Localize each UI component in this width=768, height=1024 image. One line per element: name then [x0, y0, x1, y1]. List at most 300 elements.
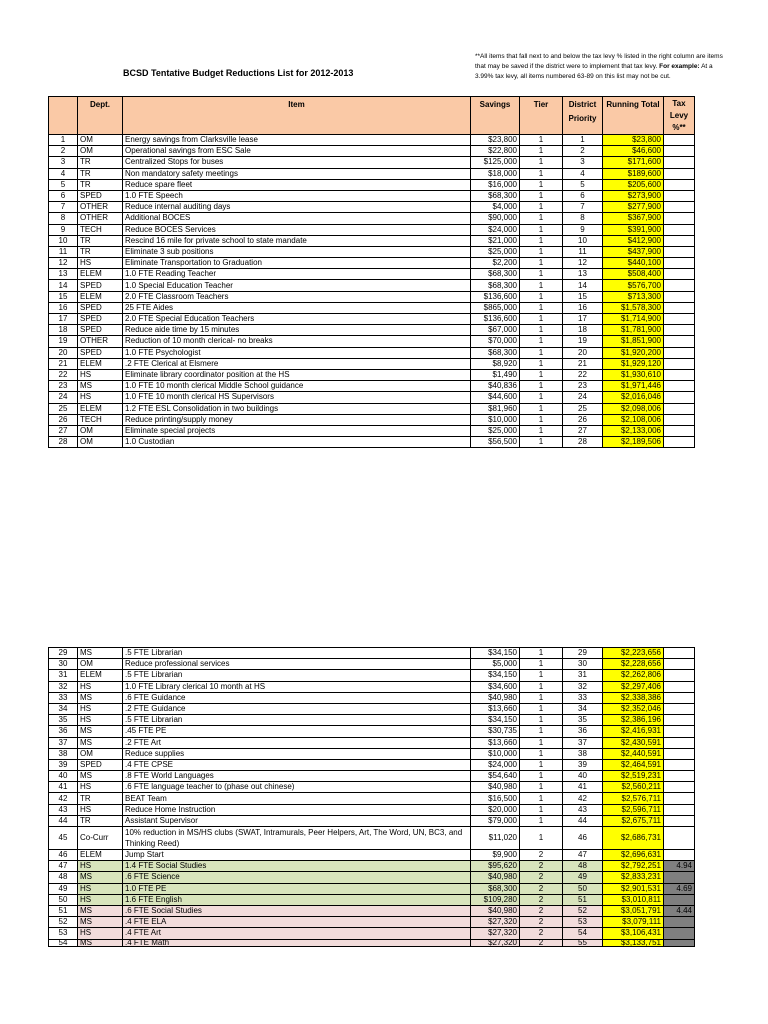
table-row	[49, 213, 695, 224]
row-running-total: $2,430,591	[603, 737, 664, 748]
row-priority: 47	[563, 850, 603, 861]
row-running-total: $2,440,591	[603, 748, 664, 759]
table-row	[49, 358, 695, 369]
row-savings: $10,000	[471, 748, 520, 759]
row-item: Reduce Home Instruction	[123, 804, 471, 815]
row-tier: 1	[520, 715, 563, 726]
row-running-total: $3,106,431	[603, 928, 664, 939]
row-savings: $68,300	[471, 347, 520, 358]
table-row	[49, 759, 695, 770]
row-running-total: $3,051,791	[603, 905, 664, 916]
row-dept: TECH	[78, 224, 123, 235]
row-savings: $27,320	[471, 939, 520, 946]
header-priority: District Priority	[563, 97, 603, 135]
row-priority: 19	[563, 336, 603, 347]
row-dept: HS	[78, 804, 123, 815]
row-dept: HS	[78, 392, 123, 403]
row-savings: $68,300	[471, 280, 520, 291]
row-dept: TR	[78, 168, 123, 179]
row-number: 21	[49, 358, 78, 369]
row-priority: 32	[563, 681, 603, 692]
tax-levy-note	[475, 52, 725, 82]
row-priority: 20	[563, 347, 603, 358]
row-tax-levy	[664, 280, 695, 291]
row-savings: $1,490	[471, 369, 520, 380]
row-priority: 37	[563, 737, 603, 748]
table-row	[49, 347, 695, 358]
row-tax-levy	[664, 782, 695, 793]
row-dept: ELEM	[78, 670, 123, 681]
row-priority: 1	[563, 135, 603, 146]
row-dept: SPED	[78, 190, 123, 201]
row-item: 1.0 FTE 10 month clerical Middle School guidance	[123, 381, 471, 392]
row-running-total: $1,851,900	[603, 336, 664, 347]
row-priority: 3	[563, 157, 603, 168]
row-dept: HS	[78, 681, 123, 692]
row-dept: ELEM	[78, 291, 123, 302]
note-text: **All items that fall next to and below the tax levy % listed in the right column are items that may be saved if the district were to implement that tax levy.	[475, 53, 723, 70]
row-number: 51	[49, 905, 78, 916]
row-number: 26	[49, 414, 78, 425]
row-number: 8	[49, 213, 78, 224]
table-row	[49, 235, 695, 246]
row-running-total: $508,400	[603, 269, 664, 280]
row-running-total: $576,700	[603, 280, 664, 291]
table-row	[49, 168, 695, 179]
row-number: 45	[49, 827, 78, 850]
row-priority: 33	[563, 692, 603, 703]
row-priority: 52	[563, 905, 603, 916]
row-priority: 7	[563, 202, 603, 213]
row-running-total: $2,792,251	[603, 861, 664, 872]
row-savings: $68,300	[471, 883, 520, 894]
row-priority: 14	[563, 280, 603, 291]
row-tax-levy	[664, 827, 695, 850]
row-tier: 2	[520, 928, 563, 939]
row-tax-levy	[664, 179, 695, 190]
row-tax-levy	[664, 190, 695, 201]
row-running-total: $1,929,120	[603, 358, 664, 369]
row-running-total: $277,900	[603, 202, 664, 213]
row-tax-levy	[664, 804, 695, 815]
table-row	[49, 190, 695, 201]
row-item: Energy savings from Clarksville lease	[123, 135, 471, 146]
row-number: 47	[49, 861, 78, 872]
row-number: 32	[49, 681, 78, 692]
row-number: 50	[49, 894, 78, 905]
row-dept: OTHER	[78, 336, 123, 347]
row-savings: $23,800	[471, 135, 520, 146]
row-priority: 2	[563, 146, 603, 157]
row-tier: 1	[520, 235, 563, 246]
row-number: 17	[49, 314, 78, 325]
row-tier: 1	[520, 425, 563, 436]
row-item: 1.0 FTE PE	[123, 883, 471, 894]
row-item: .4 FTE Art	[123, 928, 471, 939]
row-dept: TR	[78, 815, 123, 826]
row-running-total: $412,900	[603, 235, 664, 246]
row-number: 52	[49, 917, 78, 928]
row-number: 49	[49, 883, 78, 894]
table-row	[49, 894, 695, 905]
row-savings: $136,600	[471, 314, 520, 325]
row-running-total: $171,600	[603, 157, 664, 168]
row-tier: 2	[520, 905, 563, 916]
row-tax-levy	[664, 157, 695, 168]
row-priority: 24	[563, 392, 603, 403]
row-item: .6 FTE language teacher to (phase out chinese)	[123, 782, 471, 793]
row-priority: 23	[563, 381, 603, 392]
row-item: .5 FTE Librarian	[123, 648, 471, 659]
row-number: 25	[49, 403, 78, 414]
row-tax-levy	[664, 325, 695, 336]
table-row	[49, 659, 695, 670]
note-example-label: For example:	[659, 63, 700, 70]
row-dept: TR	[78, 235, 123, 246]
header-dept: Dept.	[78, 97, 123, 135]
row-number: 2	[49, 146, 78, 157]
row-tier: 1	[520, 692, 563, 703]
row-savings: $16,000	[471, 179, 520, 190]
row-tax-levy	[664, 258, 695, 269]
row-tax-levy	[664, 692, 695, 703]
row-item: .5 FTE Librarian	[123, 715, 471, 726]
row-priority: 27	[563, 425, 603, 436]
row-running-total: $391,900	[603, 224, 664, 235]
table-row	[49, 703, 695, 714]
row-dept: TECH	[78, 414, 123, 425]
row-number: 39	[49, 759, 78, 770]
row-tier: 1	[520, 280, 563, 291]
row-tier: 2	[520, 939, 563, 946]
row-running-total: $2,223,656	[603, 648, 664, 659]
row-savings: $9,900	[471, 850, 520, 861]
table-row	[49, 748, 695, 759]
row-running-total: $2,675,711	[603, 815, 664, 826]
row-running-total: $2,352,046	[603, 703, 664, 714]
row-number: 16	[49, 302, 78, 313]
row-savings: $81,960	[471, 403, 520, 414]
row-savings: $40,980	[471, 692, 520, 703]
table-row	[49, 827, 695, 850]
table-row	[49, 939, 695, 946]
row-tier: 1	[520, 670, 563, 681]
row-number: 27	[49, 425, 78, 436]
row-running-total: $2,901,531	[603, 883, 664, 894]
table-row	[49, 425, 695, 436]
table-row	[49, 850, 695, 861]
row-dept: HS	[78, 894, 123, 905]
row-dept: TR	[78, 179, 123, 190]
table-row	[49, 403, 695, 414]
row-savings: $70,000	[471, 336, 520, 347]
row-tax-levy	[664, 358, 695, 369]
row-priority: 38	[563, 748, 603, 759]
row-running-total: $1,920,200	[603, 347, 664, 358]
row-item: Reduce internal auditing days	[123, 202, 471, 213]
row-number: 48	[49, 872, 78, 883]
row-item: .4 FTE ELA	[123, 917, 471, 928]
row-tax-levy	[664, 246, 695, 257]
row-tax-levy	[664, 939, 695, 946]
row-dept: SPED	[78, 347, 123, 358]
row-running-total: $2,338,386	[603, 692, 664, 703]
row-priority: 25	[563, 403, 603, 414]
row-dept: Co-Curr	[78, 827, 123, 850]
row-running-total: $1,781,900	[603, 325, 664, 336]
row-savings: $2,200	[471, 258, 520, 269]
table-row	[49, 314, 695, 325]
row-running-total: $2,262,806	[603, 670, 664, 681]
row-item: Jump Start	[123, 850, 471, 861]
row-dept: OM	[78, 748, 123, 759]
row-number: 54	[49, 939, 78, 946]
table-row	[49, 369, 695, 380]
row-tier: 1	[520, 347, 563, 358]
row-priority: 50	[563, 883, 603, 894]
row-tier: 1	[520, 258, 563, 269]
row-dept: HS	[78, 703, 123, 714]
row-priority: 49	[563, 872, 603, 883]
row-tier: 1	[520, 414, 563, 425]
row-number: 19	[49, 336, 78, 347]
row-running-total: $1,971,446	[603, 381, 664, 392]
row-item: 1.0 Custodian	[123, 437, 471, 448]
row-tax-levy	[664, 146, 695, 157]
row-priority: 17	[563, 314, 603, 325]
row-priority: 8	[563, 213, 603, 224]
row-dept: HS	[78, 928, 123, 939]
row-item: Operational savings from ESC Sale	[123, 146, 471, 157]
row-tier: 2	[520, 883, 563, 894]
row-savings: $40,980	[471, 905, 520, 916]
row-number: 13	[49, 269, 78, 280]
row-dept: MS	[78, 939, 123, 946]
row-tier: 1	[520, 771, 563, 782]
row-number: 36	[49, 726, 78, 737]
row-tax-levy	[664, 748, 695, 759]
row-savings: $67,000	[471, 325, 520, 336]
table-row	[49, 872, 695, 883]
row-tier: 1	[520, 703, 563, 714]
row-item: 2.0 FTE Special Education Teachers	[123, 314, 471, 325]
row-number: 14	[49, 280, 78, 291]
row-savings: $11,020	[471, 827, 520, 850]
row-dept: MS	[78, 737, 123, 748]
budget-table-bottom	[48, 647, 695, 947]
row-tier: 1	[520, 336, 563, 347]
row-dept: MS	[78, 917, 123, 928]
row-dept: HS	[78, 258, 123, 269]
row-dept: OM	[78, 437, 123, 448]
table-row	[49, 146, 695, 157]
row-item: 2.0 FTE Classroom Teachers	[123, 291, 471, 302]
row-number: 7	[49, 202, 78, 213]
row-savings: $56,500	[471, 437, 520, 448]
row-tax-levy	[664, 771, 695, 782]
row-tax-levy	[664, 703, 695, 714]
row-number: 23	[49, 381, 78, 392]
row-tier: 1	[520, 246, 563, 257]
row-tax-levy	[664, 202, 695, 213]
row-savings: $136,600	[471, 291, 520, 302]
row-savings: $13,660	[471, 703, 520, 714]
row-savings: $20,000	[471, 804, 520, 815]
row-running-total: $1,578,300	[603, 302, 664, 313]
row-savings: $25,000	[471, 246, 520, 257]
row-number: 5	[49, 179, 78, 190]
row-item: Additional BOCES	[123, 213, 471, 224]
row-running-total: $3,079,111	[603, 917, 664, 928]
row-tax-levy	[664, 336, 695, 347]
row-dept: HS	[78, 883, 123, 894]
header-item: Item	[123, 97, 471, 135]
row-tax-levy	[664, 425, 695, 436]
row-item: 25 FTE Aides	[123, 302, 471, 313]
row-savings: $24,000	[471, 224, 520, 235]
row-savings: $22,800	[471, 146, 520, 157]
row-tax-levy	[664, 302, 695, 313]
budget-table-top	[48, 96, 695, 448]
row-priority: 29	[563, 648, 603, 659]
table-row	[49, 793, 695, 804]
row-tax-levy	[664, 414, 695, 425]
row-running-total: $2,686,731	[603, 827, 664, 850]
row-priority: 36	[563, 726, 603, 737]
row-priority: 12	[563, 258, 603, 269]
row-priority: 44	[563, 815, 603, 826]
row-number: 4	[49, 168, 78, 179]
row-item: .45 FTE PE	[123, 726, 471, 737]
table-row	[49, 692, 695, 703]
row-dept: MS	[78, 771, 123, 782]
row-dept: OM	[78, 146, 123, 157]
row-savings: $40,980	[471, 872, 520, 883]
row-item: .5 FTE Librarian	[123, 670, 471, 681]
row-tax-levy	[664, 369, 695, 380]
row-tier: 1	[520, 179, 563, 190]
row-item: 1.0 Special Education Teacher	[123, 280, 471, 291]
row-tier: 1	[520, 135, 563, 146]
row-tier: 1	[520, 793, 563, 804]
row-item: .2 FTE Art	[123, 737, 471, 748]
row-item: Reduce aide time by 15 minutes	[123, 325, 471, 336]
row-tier: 2	[520, 850, 563, 861]
row-tier: 1	[520, 168, 563, 179]
row-number: 38	[49, 748, 78, 759]
row-savings: $25,000	[471, 425, 520, 436]
row-running-total: $2,576,711	[603, 793, 664, 804]
row-savings: $13,660	[471, 737, 520, 748]
row-dept: OTHER	[78, 202, 123, 213]
row-priority: 41	[563, 782, 603, 793]
row-priority: 5	[563, 179, 603, 190]
row-item: Reduce spare fleet	[123, 179, 471, 190]
row-dept: TR	[78, 157, 123, 168]
row-running-total: $2,189,506	[603, 437, 664, 448]
row-savings: $5,000	[471, 659, 520, 670]
row-item: .6 FTE Guidance	[123, 692, 471, 703]
row-tier: 1	[520, 302, 563, 313]
row-tier: 1	[520, 202, 563, 213]
row-priority: 48	[563, 861, 603, 872]
row-item: Eliminate Transportation to Graduation	[123, 258, 471, 269]
row-item: Eliminate special projects	[123, 425, 471, 436]
table-row	[49, 258, 695, 269]
row-savings: $40,836	[471, 381, 520, 392]
row-item: .4 FTE Math	[123, 939, 471, 946]
row-running-total: $437,900	[603, 246, 664, 257]
row-tier: 1	[520, 325, 563, 336]
row-tier: 1	[520, 815, 563, 826]
row-tax-levy	[664, 737, 695, 748]
row-tier: 1	[520, 314, 563, 325]
row-number: 10	[49, 235, 78, 246]
row-tier: 1	[520, 392, 563, 403]
row-tax-levy: 4.94	[664, 861, 695, 872]
row-item: .6 FTE Social Studies	[123, 905, 471, 916]
row-number: 53	[49, 928, 78, 939]
row-item: Rescind 16 mile for private school to state mandate	[123, 235, 471, 246]
row-number: 33	[49, 692, 78, 703]
row-priority: 4	[563, 168, 603, 179]
table-row	[49, 815, 695, 826]
row-tier: 1	[520, 737, 563, 748]
row-tier: 2	[520, 872, 563, 883]
row-tax-levy	[664, 381, 695, 392]
row-tax-levy	[664, 347, 695, 358]
row-savings: $79,000	[471, 815, 520, 826]
row-item: 1.0 FTE 10 month clerical HS Supervisors	[123, 392, 471, 403]
table-row	[49, 726, 695, 737]
row-priority: 22	[563, 369, 603, 380]
row-tax-levy	[664, 168, 695, 179]
row-running-total: $46,600	[603, 146, 664, 157]
row-savings: $34,600	[471, 681, 520, 692]
row-dept: SPED	[78, 325, 123, 336]
row-running-total: $3,133,751	[603, 939, 664, 946]
table-row	[49, 715, 695, 726]
row-running-total: $713,300	[603, 291, 664, 302]
row-tax-levy	[664, 928, 695, 939]
row-item: 10% reduction in MS/HS clubs (SWAT, Intramurals, Peer Helpers, Art, The Word, UN, BC3, and Thinking Reed)	[123, 827, 471, 850]
row-running-total: $367,900	[603, 213, 664, 224]
row-tax-levy	[664, 235, 695, 246]
row-dept: MS	[78, 692, 123, 703]
row-running-total: $2,696,631	[603, 850, 664, 861]
row-item: BEAT Team	[123, 793, 471, 804]
row-dept: MS	[78, 648, 123, 659]
row-priority: 10	[563, 235, 603, 246]
row-priority: 11	[563, 246, 603, 257]
row-priority: 15	[563, 291, 603, 302]
table-row	[49, 648, 695, 659]
row-item: Assistant Supervisor	[123, 815, 471, 826]
row-number: 35	[49, 715, 78, 726]
row-running-total: $1,930,610	[603, 369, 664, 380]
row-tier: 1	[520, 648, 563, 659]
row-tax-levy	[664, 659, 695, 670]
row-dept: ELEM	[78, 269, 123, 280]
row-tax-levy	[664, 403, 695, 414]
row-item: .2 FTE Guidance	[123, 703, 471, 714]
row-number: 31	[49, 670, 78, 681]
row-tier: 1	[520, 827, 563, 850]
row-tax-levy	[664, 917, 695, 928]
row-savings: $95,620	[471, 861, 520, 872]
row-number: 9	[49, 224, 78, 235]
row-number: 22	[49, 369, 78, 380]
